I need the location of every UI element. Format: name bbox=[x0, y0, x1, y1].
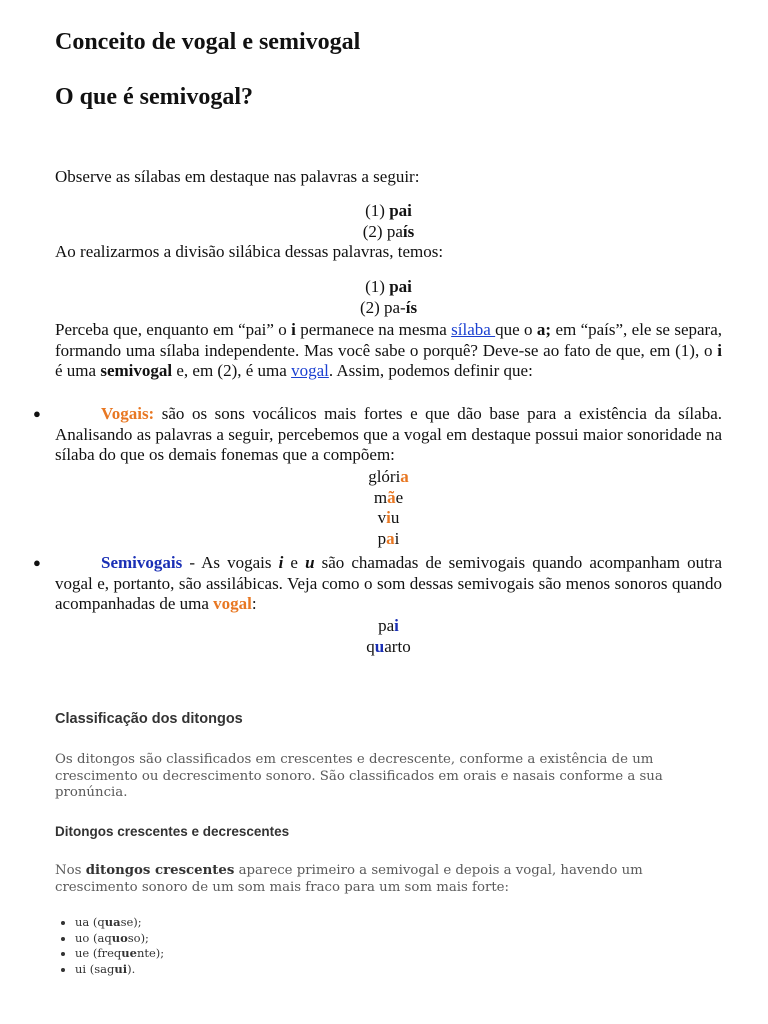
intro-text: Observe as sílabas em destaque nas palavras a seguir: bbox=[55, 167, 420, 186]
bullet-icon: ● bbox=[33, 555, 41, 570]
explanation-paragraph: Perceba que, enquanto em “pai” o i permanece na mesma sílaba que o a; em “país”, ele se separa, formando uma sílaba independente. Mas você sabe o porquê? Deve-se ao fato de que, em (1), o i é uma semivogal e, em (2), é uma vogal. Assim, podemos definir que: bbox=[55, 320, 723, 380]
semivogais-example-list bbox=[55, 616, 722, 657]
semivogais-paragraph: Semivogais - As vogais i e u são chamadas de semivogais quando acompanham outra vogal e, portanto, são assilábicas. Veja como o som dessas semivogais são menos sonoros quando acompanhadas de uma vogal: bbox=[55, 553, 722, 613]
semivogais-label: Semivogais bbox=[101, 553, 183, 572]
ditongos-paragraph: Os ditongos são classificados em crescentes e decrescente, conforme a existência de um crescimento ou decrescimento sonoro. São classificados em orais e nasais conforme a sua pronúncia. bbox=[55, 752, 663, 800]
list-item: • ue (frequente); bbox=[75, 946, 164, 962]
example-word: mãe bbox=[373, 487, 404, 507]
example-word: viu bbox=[377, 508, 400, 527]
list-item: • ua (quase); bbox=[75, 915, 164, 931]
crescentes-paragraph: Nos ditongos crescentes aparece primeiro a semivogal e depois a vogal, havendo um crescimento sonoro de um som mais fraco para um som mais forte: bbox=[55, 863, 643, 895]
vogal-link[interactable]: vogal bbox=[291, 361, 329, 380]
example-word: pai bbox=[378, 616, 399, 635]
ditongos-examples-list bbox=[55, 915, 164, 977]
crescentes-heading: Ditongos crescentes e decrescentes bbox=[55, 824, 290, 839]
ditongos-heading: Classificação dos ditongos bbox=[55, 711, 243, 727]
vogais-label: Vogais: bbox=[101, 404, 155, 423]
list-item: • ui (sagui). bbox=[75, 962, 164, 978]
page-subtitle: O que é semivogal? bbox=[55, 84, 253, 110]
example2-line1: (1) pai bbox=[365, 277, 412, 296]
vogais-example-list bbox=[55, 467, 722, 549]
example-word: quarto bbox=[366, 636, 411, 656]
page-title: Conceito de vogal e semivogal bbox=[55, 29, 361, 55]
example1-line2: (2) país bbox=[362, 222, 415, 241]
bullet-icon: ● bbox=[33, 406, 41, 421]
example1-line1: (1) pai bbox=[365, 201, 412, 220]
list-item: • uo (aquoso); bbox=[75, 931, 164, 947]
example2-line2: (2) pa-ís bbox=[359, 298, 418, 317]
vogais-paragraph: Vogais: são os sons vocálicos mais fortes e que dão base para a existência da sílaba. Analisando as palavras a seguir, percebemos que a vogal em destaque possui maior sonoridade na sílaba do que os demais fonemas que a compõem: bbox=[55, 404, 722, 464]
division-text: Ao realizarmos a divisão silábica dessas palavras, temos: bbox=[55, 242, 444, 261]
silaba-link[interactable]: sílaba bbox=[451, 320, 496, 339]
example-word: pai bbox=[377, 528, 400, 548]
example-word: glória bbox=[368, 467, 409, 486]
